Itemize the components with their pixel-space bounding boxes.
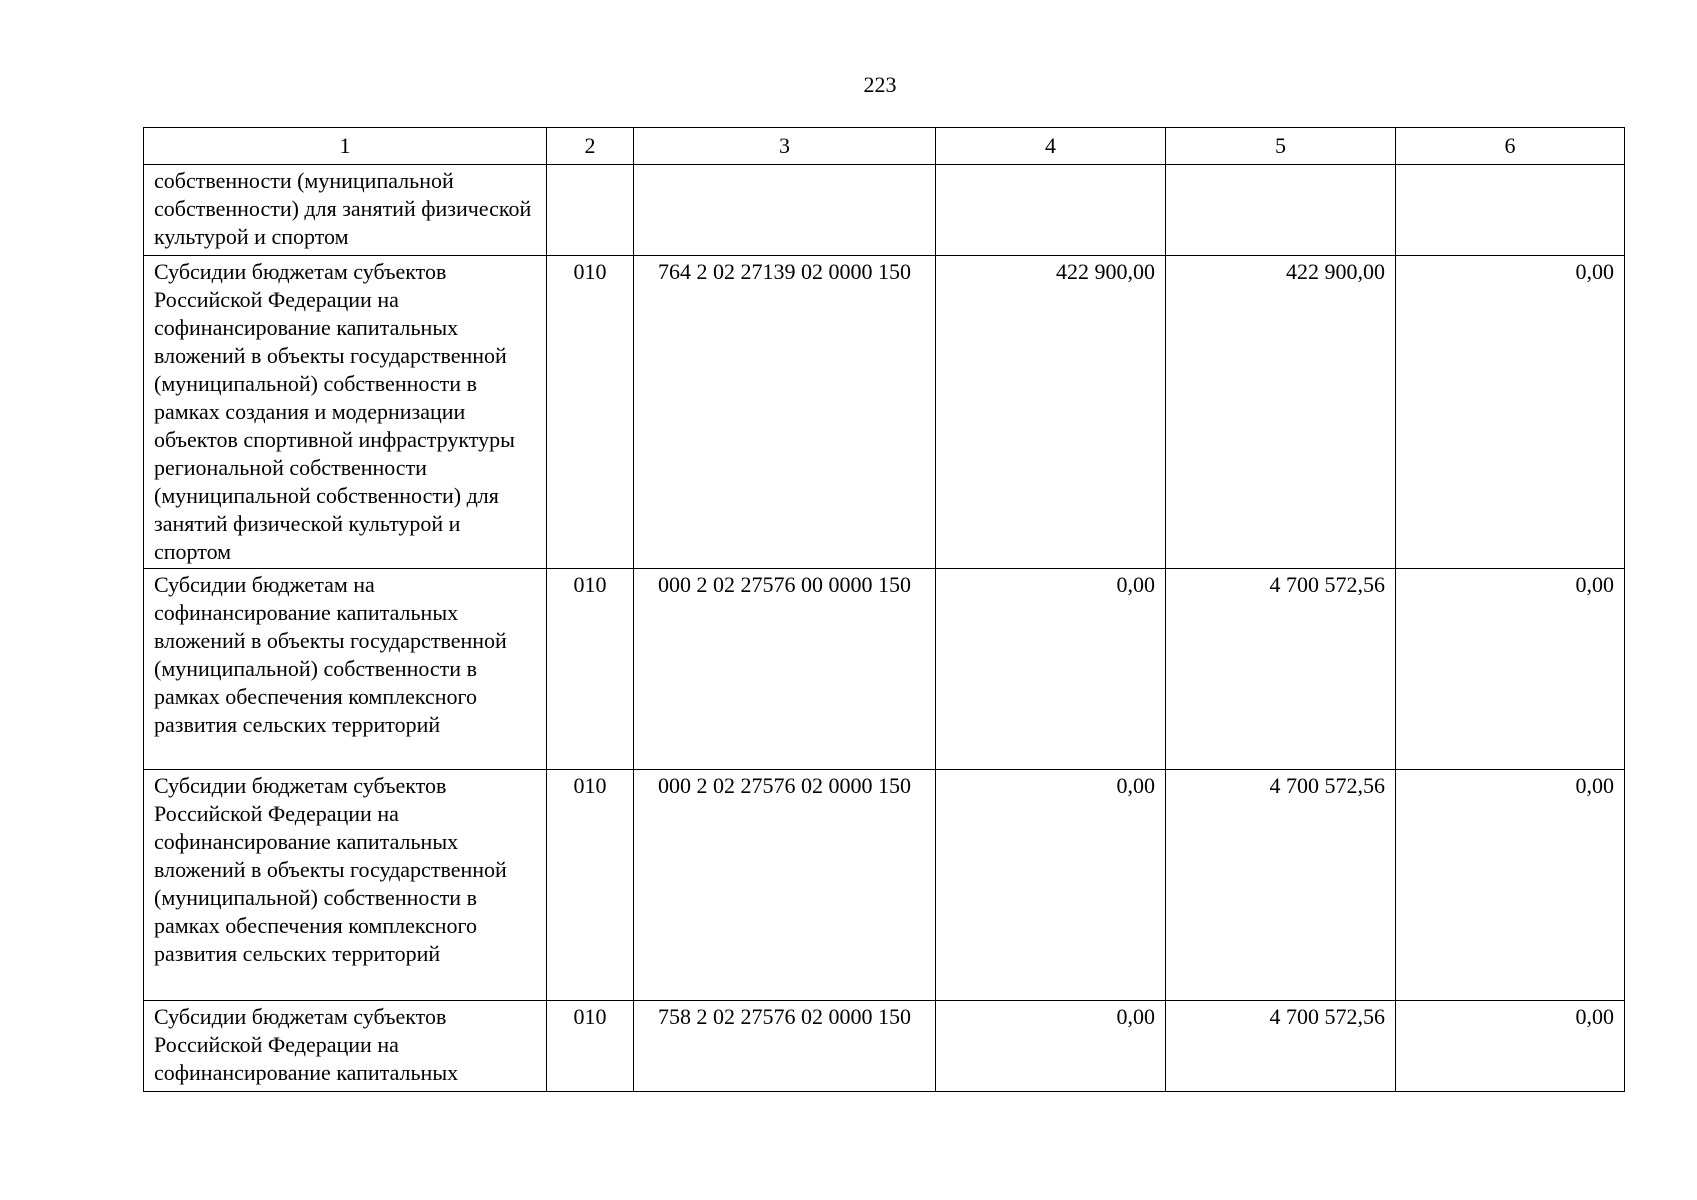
row-value-col6: [1396, 1001, 1625, 1092]
row-budget-code: [634, 569, 936, 770]
row-value-col6-text: 0,00: [1575, 572, 1614, 597]
row-budget-code: [634, 165, 936, 256]
row-description-text: Субсидии бюджетам субъектов Российской Федерации на софинансирование капитальных вложений в объекты государственной (муниципальной) собственности в рамках обеспечения комплексного развития сельских территорий: [154, 773, 507, 966]
row-description-text: Субсидии бюджетам на софинансирование капитальных вложений в объекты государственной (муниципальной) собственности в рамках обеспечения комплексного развития сельских территорий: [154, 572, 507, 737]
row-budget-code: [634, 770, 936, 1001]
column-header-4: 4: [936, 128, 1166, 165]
row-value-col6: [1396, 165, 1625, 256]
row-value-col6: [1396, 770, 1625, 1001]
row-description-text: собственности (муниципальной собственности) для занятий физической культурой и спортом: [154, 168, 532, 249]
column-header-1: 1: [144, 128, 547, 165]
row-value-col5-text: 422 900,00: [1286, 259, 1385, 284]
column-header-3: 3: [634, 128, 936, 165]
table-row: [144, 165, 1625, 256]
row-budget-code-text: 000 2 02 27576 00 0000 150: [658, 572, 911, 597]
row-line-code-text: 010: [573, 773, 607, 798]
row-value-col6: [1396, 256, 1625, 569]
row-budget-code-text: 758 2 02 27576 02 0000 150: [658, 1004, 911, 1029]
row-value-col4-text: 422 900,00: [1056, 259, 1155, 284]
row-value-col4: [936, 770, 1166, 1001]
row-budget-code: [634, 256, 936, 569]
table-row: [144, 569, 1625, 770]
row-value-col4: [936, 569, 1166, 770]
row-value-col4-text: 0,00: [1116, 572, 1155, 597]
row-line-code: [547, 569, 634, 770]
row-description-text: Субсидии бюджетам субъектов Российской Федерации на софинансирование капитальных: [154, 1004, 459, 1085]
row-value-col5: [1166, 256, 1396, 569]
table-row: [144, 256, 1625, 569]
row-value-col6: [1396, 569, 1625, 770]
column-header-2: 2: [547, 128, 634, 165]
row-value-col5-text: 4 700 572,56: [1269, 1004, 1385, 1029]
row-value-col5: [1166, 165, 1396, 256]
column-header-6: 6: [1396, 128, 1625, 165]
table-row: [144, 1001, 1625, 1092]
row-value-col5-text: 4 700 572,56: [1269, 572, 1385, 597]
row-value-col4: [936, 256, 1166, 569]
table-row: [144, 770, 1625, 1001]
row-budget-code-text: 000 2 02 27576 02 0000 150: [658, 773, 911, 798]
row-value-col5: [1166, 1001, 1396, 1092]
row-line-code-text: 010: [573, 259, 607, 284]
row-budget-code: [634, 1001, 936, 1092]
row-line-code: [547, 165, 634, 256]
budget-table: [143, 127, 1625, 1092]
row-description: [144, 770, 547, 1001]
row-value-col4: [936, 165, 1166, 256]
page-number: 223: [863, 72, 897, 97]
row-value-col5: [1166, 770, 1396, 1001]
row-value-col4-text: 0,00: [1116, 1004, 1155, 1029]
row-value-col6-text: 0,00: [1575, 1004, 1614, 1029]
row-budget-code-text: 764 2 02 27139 02 0000 150: [658, 259, 911, 284]
row-line-code: [547, 1001, 634, 1092]
header-row: [144, 128, 1625, 165]
row-line-code: [547, 256, 634, 569]
row-value-col4-text: 0,00: [1116, 773, 1155, 798]
row-value-col5-text: 4 700 572,56: [1269, 773, 1385, 798]
row-description: [144, 1001, 547, 1092]
row-value-col6-text: 0,00: [1575, 773, 1614, 798]
column-header-5: 5: [1166, 128, 1396, 165]
row-description: [144, 256, 547, 569]
row-value-col5: [1166, 569, 1396, 770]
row-value-col6-text: 0,00: [1575, 259, 1614, 284]
row-line-code: [547, 770, 634, 1001]
row-description: [144, 569, 547, 770]
row-description: [144, 165, 547, 256]
row-value-col4: [936, 1001, 1166, 1092]
row-description-text: Субсидии бюджетам субъектов Российской Федерации на софинансирование капитальных вложений в объекты государственной (муниципальной) собственности в рамках создания и модернизации объектов спортивной инфраструктуры региональной собственности (муниципальной собственности) для занятий физической культурой и спортом: [154, 259, 515, 564]
row-line-code-text: 010: [573, 1004, 607, 1029]
row-line-code-text: 010: [573, 572, 607, 597]
